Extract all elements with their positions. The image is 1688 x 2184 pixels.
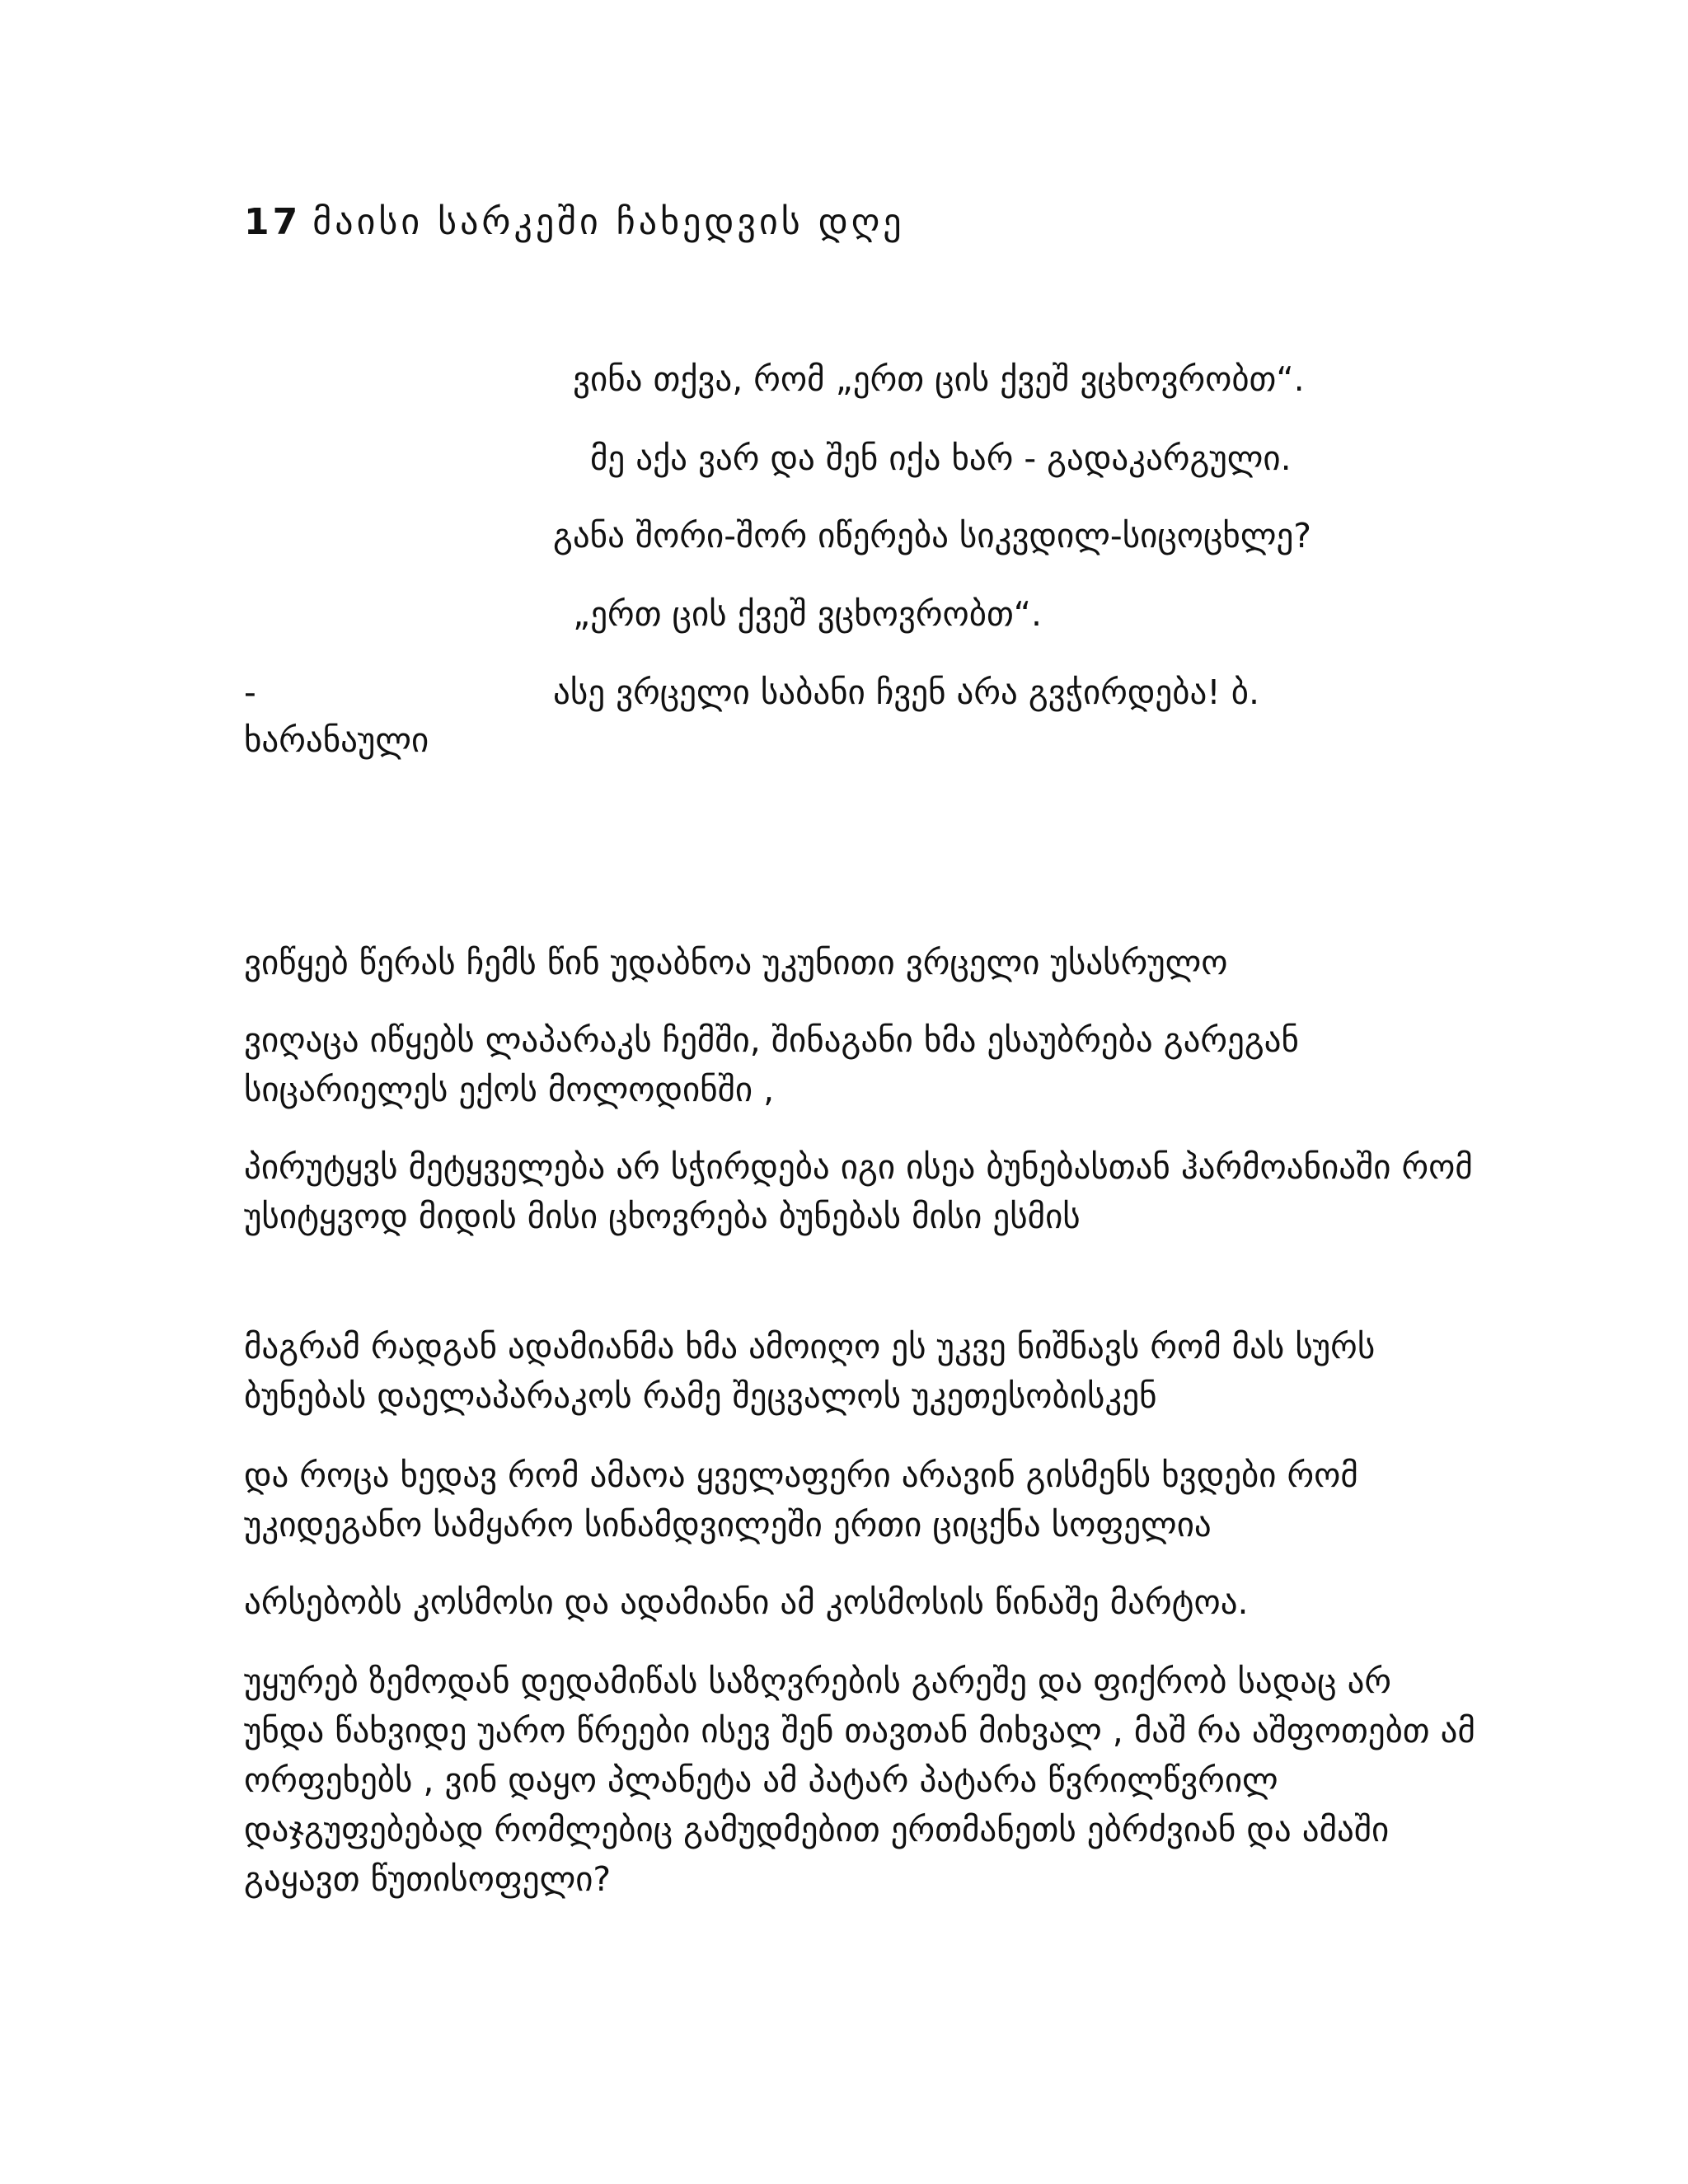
paragraph: მაგრამ რადგან ადამიანმა ხმა ამოიღო ეს უკვე ნიშნავს რომ მას სურს ბუნებას დაელაპარაკოს რამე შეცვალოს უკეთესობისკენ bbox=[244, 1327, 1376, 1416]
poem-line: მე აქა ვარ და შენ იქა ხარ - გადაკარგული. bbox=[590, 438, 1292, 478]
poem-line: განა შორი-შორ იწერება სიკვდილ-სიცოცხლე? bbox=[553, 516, 1312, 555]
paragraph: ვიღაცა იწყებს ლაპარაკს ჩემში, შინაგანი ხმა ესაუბრება გარეგან სიცარიელეს ექოს მოლოდინში , bbox=[244, 1020, 1299, 1109]
page-heading bbox=[244, 198, 905, 247]
heading-title: მაისი სარკეში ჩახედვის დღე bbox=[312, 201, 905, 243]
poem-author: ხარანაული bbox=[244, 720, 429, 760]
paragraph: და როცა ხედავ რომ ამაოა ყველაფერი არავინ გისმენს ხვდები რომ უკიდეგანო სამყარო სინამდვილეში ერთი ციცქნა სოფელია bbox=[244, 1455, 1358, 1544]
poem-dash: - bbox=[244, 673, 256, 712]
paragraph: უყურებ ზემოდან დედამიწას საზღვრების გარეშე და ფიქრობ სადაც არ უნდა წახვიდე უარო წრეები ისევ შენ თავთან მიხვალ , მაშ რა აშფოთებთ ამ ორფეხებს , ვინ დაყო პლანეტა ამ პატარ პატარა წვრილწვრილ დაჯგუფებებად რომლებიც გამუდმებით ერთმანეთს ებრძვიან და ამაში გაყავთ წუთისოფელი? bbox=[244, 1661, 1475, 1899]
heading-day-number: 17 bbox=[244, 201, 302, 243]
poem-line: „ერთ ცის ქვეშ ვცხოვრობთ“. bbox=[573, 594, 1043, 634]
poem-line: ასე ვრცელი საბანი ჩვენ არა გვჭირდება! ბ. bbox=[553, 673, 1259, 712]
paragraph: არსებობს კოსმოსი და ადამიანი ამ კოსმოსის წინაშე მარტოა. bbox=[244, 1582, 1249, 1622]
paragraph: ვიწყებ წერას ჩემს წინ უდაბნოა უკუნითი ვრცელი უსასრულო bbox=[244, 943, 1228, 982]
poem-line: ვინა თქვა, რომ „ერთ ცის ქვეშ ვცხოვრობთ“. bbox=[573, 359, 1305, 399]
paragraph: პირუტყვს მეტყველება არ სჭირდება იგი ისეა ბუნებასთან ჰარმოანიაში რომ უსიტყვოდ მიდის მისი ცხოვრება ბუნებას მისი ესმის bbox=[244, 1147, 1473, 1236]
